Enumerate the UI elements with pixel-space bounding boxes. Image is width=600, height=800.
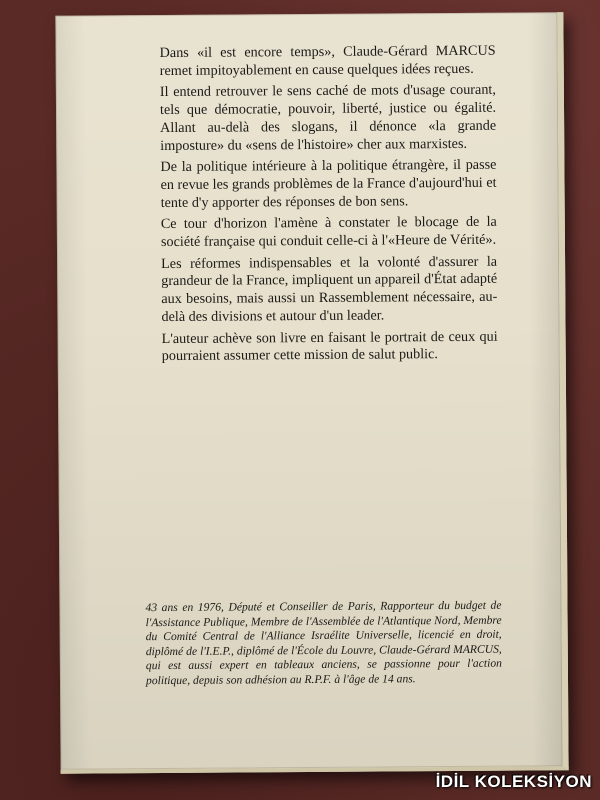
blurb-paragraph: Dans «il est encore temps», Claude-Gérard MARCUS remet impitoyablement en cause quelques idées reçues. <box>159 42 496 79</box>
book-back-cover <box>55 12 568 774</box>
back-cover-blurb <box>160 43 498 370</box>
blurb-paragraph: Il entend retrouver le sens caché de mots d'usage courant, tels que démocratie, pouvoir, liberté, justice ou égalité. Allant au-delà des slogans, il dénonce «la grande imposture» du «sens de l'histoire» cher aux marxistes. <box>159 82 497 154</box>
blurb-paragraph: Les réformes indispensables et la volonté d'assurer la grandeur de la France, impliquent un appareil d'État adapté aux besoins, mais aussi un Rassemblement nécessaire, au-delà des divisions et autour d'un leader. <box>161 253 498 325</box>
author-bio: 43 ans en 1976, Député et Conseiller de Paris, Rapporteur du budget de l'Assistance Publique, Membre de l'Assemblée de l'Atlantique Nord, Membre du Comité Central de l'Alliance Israélite Universelle, licencié en droit, diplômé de l'I.E.P., diplômé de l'École du Louvre, Claude-Gérard MARCUS, qui est aussi expert en tableaux anciens, se passionne pour l'action politique, depuis son adhésion au R.P.F. à l'âge de 14 ans. <box>145 598 502 688</box>
watermark: İDİL KOLEKSİYON <box>435 772 592 791</box>
blurb-paragraph: L'auteur achève son livre en faisant le portrait de ceux qui pourraient assumer cette mission de salut public. <box>161 328 498 365</box>
blurb-paragraph: De la politique intérieure à la politique étrangère, il passe en revue les grands problèmes de la France d'aujourd'hui et tente d'y apporter des réponses de bon sens. <box>160 156 497 211</box>
blurb-paragraph: Ce tour d'horizon l'amène à constater le blocage de la société française qui conduit celle-ci à l'«Heure de Vérité». <box>160 214 497 251</box>
